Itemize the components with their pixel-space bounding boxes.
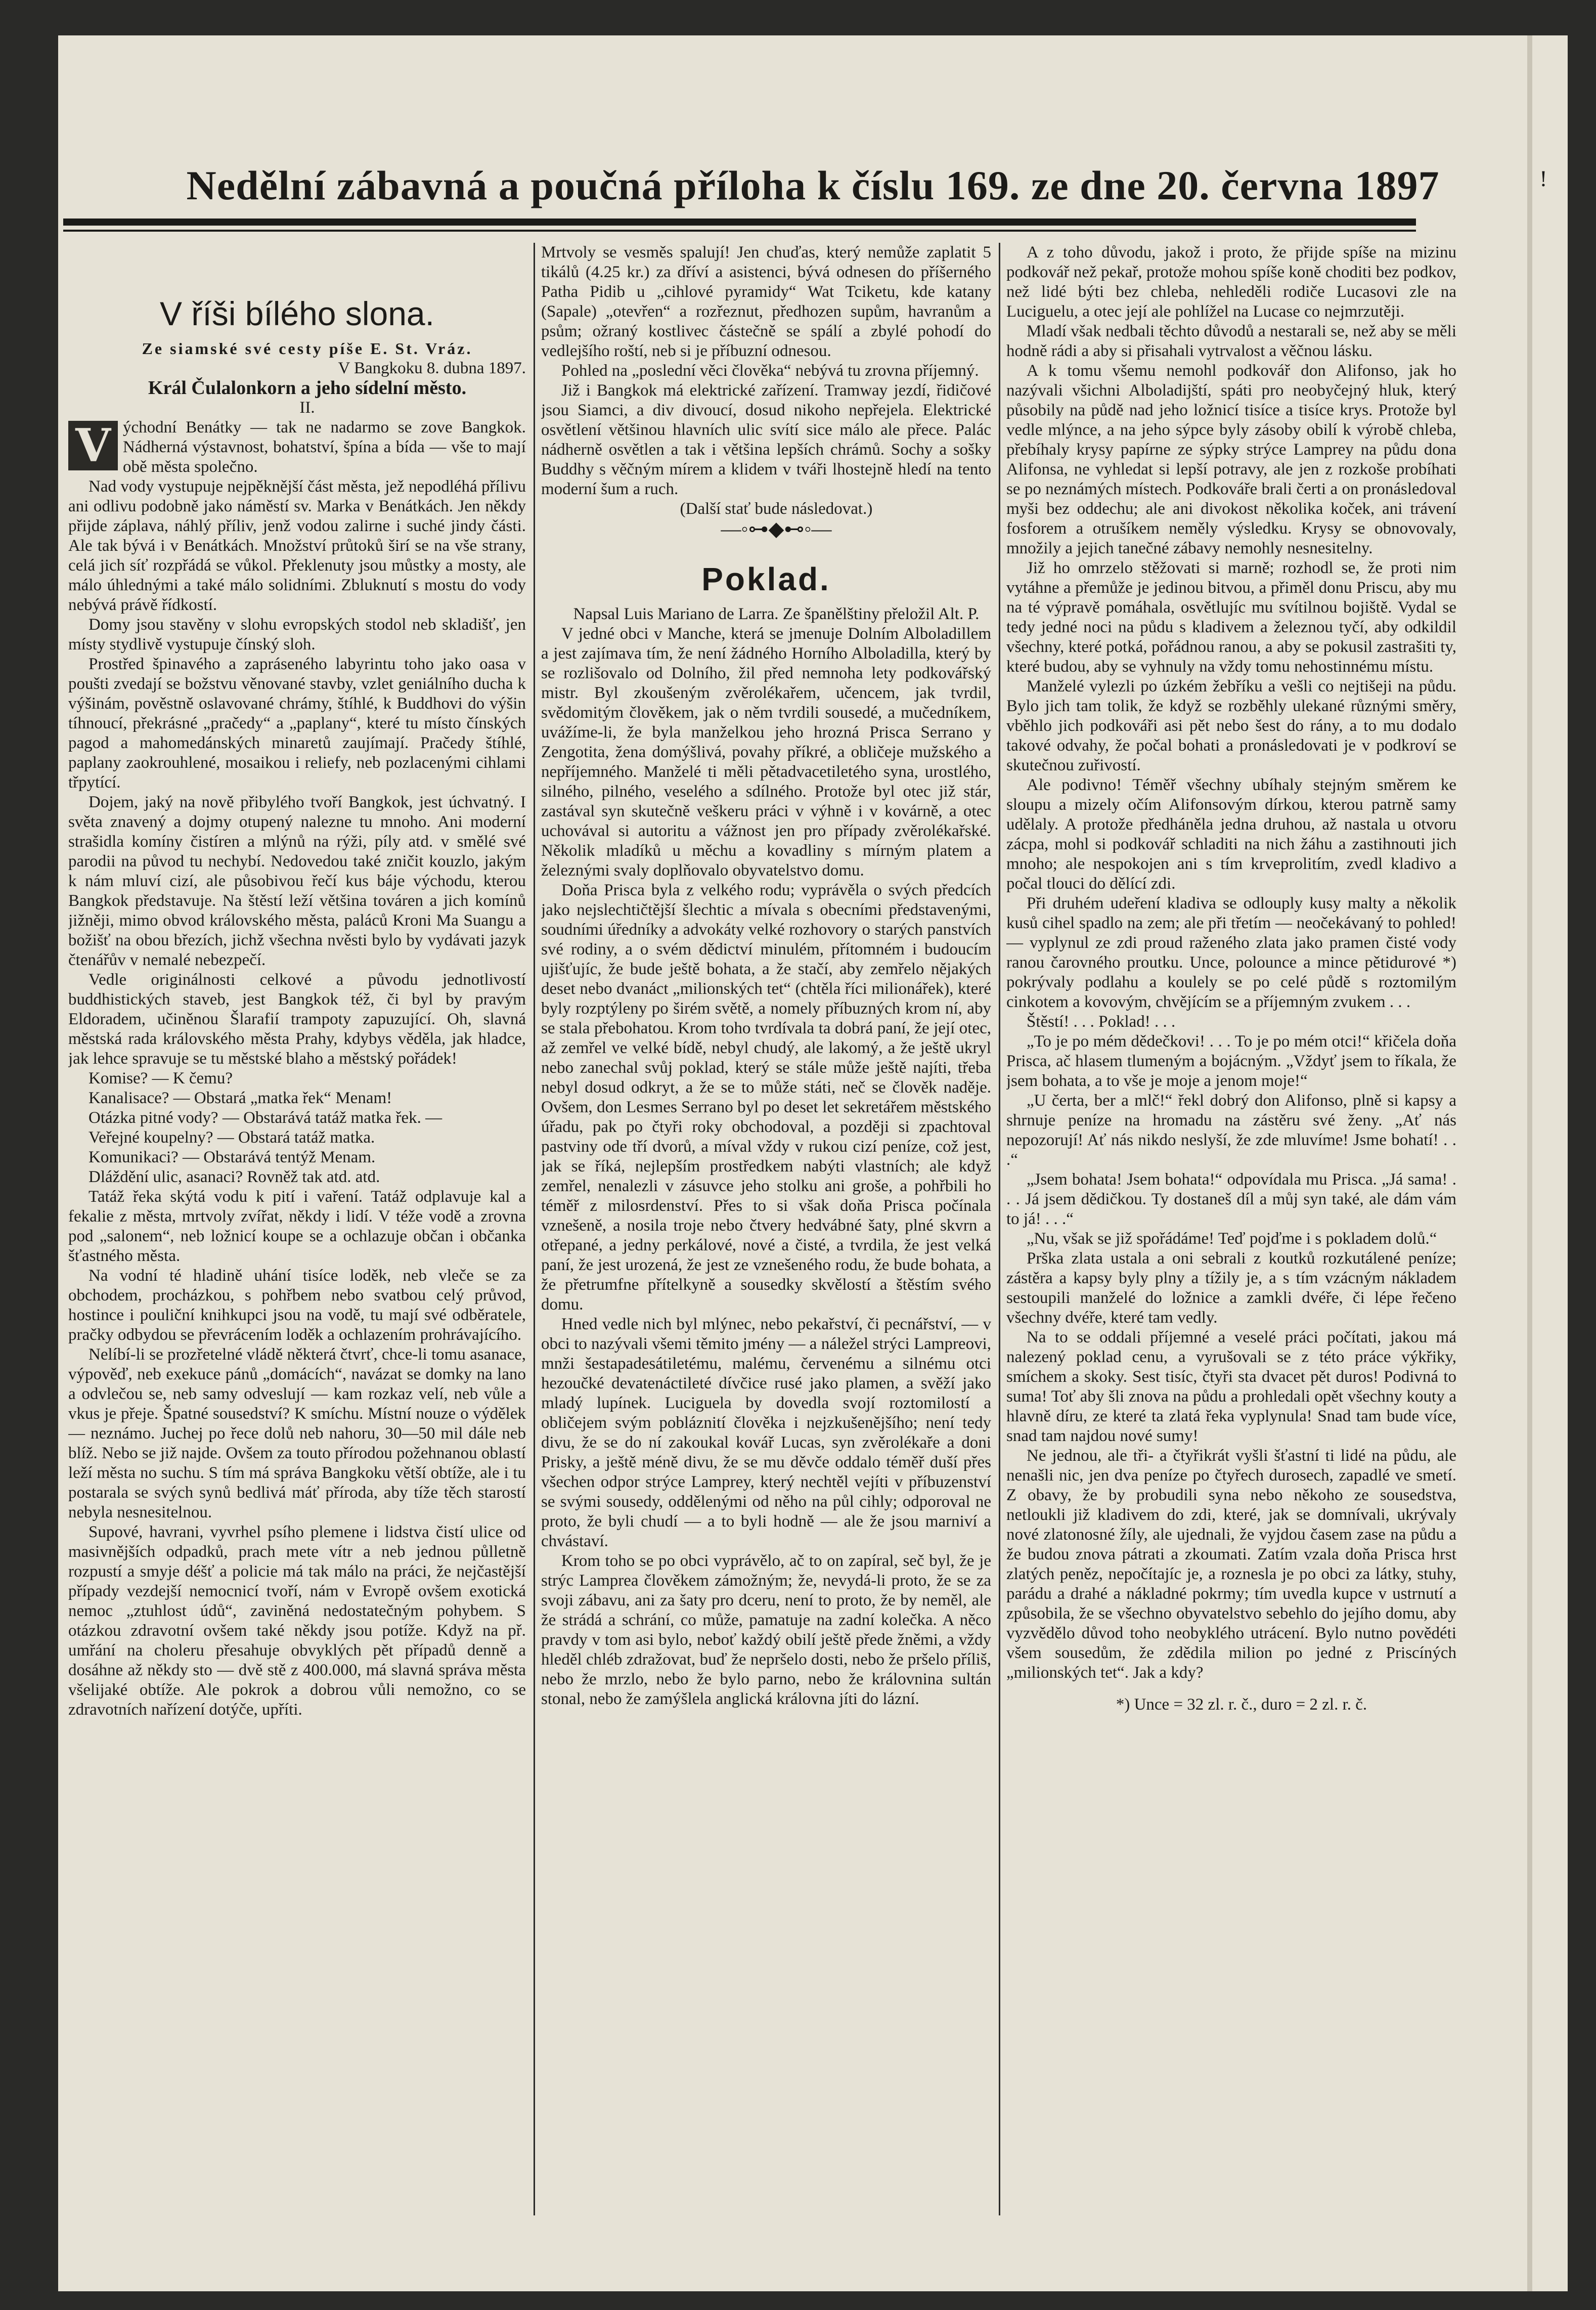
footnote: *) Unce = 32 zl. r. č., duro = 2 zl. r. č.	[1116, 1695, 1367, 1714]
page-fold-shadow	[1527, 35, 1532, 2291]
paragraph: Komunikaci? — Obstarává tentýž Menam.	[88, 1148, 376, 1166]
paragraph: Ne jednou, ale tři- a čtyřikrát vyšli šťastní ti lidé na půdu, ale nenašli nic, jen dva peníze po čtyřech durosech, zapadlé ve smetí. Z obavy, že by probudili syna nebo někoho ze sousedstva, netloukli již kladivem do zdi, které, jak se domnívali, ukrývaly nové zlatonosné žíly, ale ujednali, že vyjdou časem zase na půdu a že budou znova pátrati a zkoumati. Zatím vzala doňa Prisca hrst zlatých peněz, nepočítajíc je, a roznesla je po obci za látky, stuhy, parádu a drahé a nákladné pokrmy; tím uvedla kupce v ustrnutí a způsobila, že se všechno obyvatelstvo sebehlo do jejího domu, aby vyzvědělo důvod toho neobyklého utrácení. Bylo nutno povědéti všem sousedům, že zdědila milion po jedné z Priscíných „milionských tet“. Jak a kdy?	[1006, 1447, 1456, 1682]
paragraph: Mladí však nedbali těchto důvodů a nestarali se, než aby se měli hodně rádi a aby si přisahali vytrvalost a věčnou lásku.	[1006, 322, 1456, 360]
paragraph: Již i Bangkok má elektrické zařízení. Tramway jezdí, řidičové jsou Siamci, a div divoucí, dosud nikoho nepřejela. Elektrické osvětlení většinou hlavních ulic svítí sice málo ale přece. Palác nádherně osvětlen a tak i většina lepších chrámů. Sochy a sošky Buddhy s věčným mírem a klidem v tváři lhostejně hledí na tento moderní šum a ruch.	[541, 381, 991, 498]
paragraph: Tatáž řeka skýtá vodu k pití i vaření. Tatáž odplavuje kal a fekalie z města, mrtvoly zvířat, někdy i lidí. V téže vodě a zrovna pod „salonem“, neb ložnicí koupe se a ochlazuje občan i občanka šťastného města.	[68, 1188, 526, 1265]
article1-subtitle: Král Čulalonkorn a jeho sídelní město.	[148, 377, 467, 399]
paragraph: Štěstí! . . . Poklad! . . .	[1027, 1013, 1176, 1031]
paragraph: Při druhém udeření kladiva se odlouply kusy malty a několik kusů cihel spadlo na zem; ale při třetím — neočekávaný to pohled! — vyplynul ze zdi proud raženého zlata jako pramen čisté vody ranou čarovného proutku. Unce, polounce a mince pětidurové *) pokrývaly podlahu a koulely se po celé půdě s roztomilým cinkotem a kovovým, chvějícím se a příjemným zvukem . . .	[1006, 894, 1456, 1011]
paragraph: Doňa Prisca byla z velkého rodu; vyprávěla o svých předcích jako nejslechtičtější šlechtic a mívala s obecními představenými, soudními úředníky a advokáty velké rozhovory o starých panstvích své rodiny, a o svém dědictví minulém, přítomném i budoucím ujišťujíc, že bude ještě bohata, a že stačí, aby zemřelo nějakých deset nebo dvanáct „milionských tet“ (chtěla říci milionářek), které byly rozptýleny po širém světě, a nomely příbuzných krom ní, aby se stala přebohatou. Krom toho tvrdívala ta dobrá paní, že její otec, až zemřel ve velké bídě, nebyl chudý, ale lakomý, a že ještě ukryl nebo zanechal svůj poklad, který se stále může ještě najíti, třeba nebyl dosud odkryt, a že se to může státi, neč se člověk naděje. Ovšem, don Lesmes Serrano byl po deset let sekretářem městského úřadu, pak po čtyři roky obchodoval, a později si zpachtoval pastviny ode tří dvorů, a míval vždy v rukou cizí peníze, což jest, jak se říká, nejlepším prostředkem nabýti vlastních; ale když zemřel, nenalezli v zásuvce jeho stolku ani groše, a pohřbili ho téměř z milosrdenství. Přes to si však doňa Prisca počínala vznešeně, a nosila troje nebo čtvery hedvábné šaty, plné skvrn a otřepané, a jedny perkálové, nové a čisté, a tvrdila, že jest velká paní, že jest urozená, že jest ze vznešeného rodu, že bude bohata, a že přetrumfne přítelkyně a sousedky skvělostí a štěstím svého domu.	[541, 881, 991, 1314]
paragraph: A k tomu všemu nemohl podkovář don Alifonso, jak ho nazývali všichni Alboladijští, spáti pro neobyčejný hluk, který působily na půdě nad jeho ložnicí tisíce a tisíce krys. Protože byl vedle mlýnce, a na jeho sýpce byly zásoby obilí k výrobě chleba, přebíhaly krysy papírne ze sýpky strýce Lamprey na půdu dona Alifonsa, ne vyhledat si lepší potravy, ale jen z rozkoše probíhati se po neznámých místech. Podkováře brali čerti a on pronásledoval myši bez oddechu; ale ani divokost několika koček, ani trávení fosforem a otrušíkem neměly výsledku. Krysy se obnovovaly, množily a jejich tanečné zábavy nemohly nesnesitelny.	[1006, 362, 1456, 557]
column-separator-2	[999, 243, 1000, 2215]
masthead-rule-thin	[63, 230, 1416, 232]
edge-mark: !	[1539, 168, 1547, 191]
paragraph: Nelíbí-li se prozřetelné vládě některá čtvrť, chce-li tomu asanace, výpověď, neb exekuce pánů „domácích“, navázat se domky na lano a odvlečou se, neb samy odveslují — kam rozkaz velí, neb vůle a vkus je přeje. Špatné sousedství? K smíchu. Místní nouze o výdělek — neznámo. Juchej po řece dolů neb nahoru, 30—50 mil dále neb blíž. Nebo se již najde. Ovšem za touto přírodou požehnanou oblastí leží města no suchu. S tím má správa Bangkoku větší obtíže, ale i tu postarala se svých synů bedlivá máť příroda, aby tíže těch starostí nebyla nesnesitelnou.	[68, 1345, 526, 1521]
column-1	[68, 243, 526, 2241]
column-3	[1006, 243, 1456, 2241]
paragraph: Dojem, jaký na nově přibylého tvoří Bangkok, jest úchvatný. I světa znavený a dojmy otupený nalezne tu mnoho. Ani moderní strašidla komíny čistíren a mlýnů na rýži, píly atd. v smělé své parodii na původ tu nechybí. Nedovedou také zničit kouzlo, jakým k nám mluví cizí, ale působivou řečí kus báje východu, kterou Bangkok představuje. Na štěstí leží většina továren a jich komínů jižněji, mimo obvod královského města, paláců Kroni Ma Suangu a božišť na obou březích, jichž všechna nvěsti bylo by vydávati jazyk čtenářův v nemalé nebezpečí.	[68, 793, 526, 969]
article2-continuation	[1006, 243, 1456, 1683]
dropcap-letter: V	[68, 421, 118, 470]
paragraph: Hned vedle nich byl mlýnec, nebo pekařství, či pecnářství, — v obci to nazývali všemi těmito jmény — a náležel strýci Lampreovi, mnži šestapadesátiletému, malému, červenému a silnému otci hezoučké devatenáctileté dívčice rusé jako plamen, a svěží jako mladý lupínek. Luciguela by dovedla svojí roztomilostí a obličejem svým pobláznití člověka i nejzkušenějšího; není tedy divu, že se do ní zakoukal kovář Lucas, syn zvěrolékaře a doni Prisky, a ještě méně divu, že se mu děvče oddalo téměř duší přes všechen odpor strýce Lamprey, který nechtěl vejíti v příbuzenství se svými sousedy, oddělenými od něho na půl cihly; odporoval ne proto, že byli chudí — a to byli hodně — ale že jsou marniví a chvástaví.	[541, 1315, 991, 1550]
ornament-divider: —◦⊶◆⊷◦—	[721, 517, 832, 540]
article1-byline: Ze siamské své cesty píše E. St. Vráz.	[142, 339, 473, 358]
paragraph: A z toho důvodu, jakož i proto, že přijde spíše na mizinu podkovář než pekař, protože mohou spíše koně choditi bez podkov, než lidé býti bez chleba, nehleděli rodiče Lucasovi zle na Luciguelu, a otec její ale pohlížel na Lucase co nejmrzutěji.	[1006, 243, 1456, 321]
paragraph: ýchodní Benátky — tak ne nadarmo se zove Bangkok. Nádherná výstavnost, bohatství, špína a bída — vše to mají obě města společno.	[123, 418, 526, 476]
paragraph: Již ho omrzelo stěžovati si marně; rozhodl se, že proti nim vytáhne a přemůže je jedinou bitvou, a přiměl donu Priscu, aby mu na té výpravě pomáhala, osvětlujíc mu svítilnou bojiště. Vydal se tedy jedné noci na půdu s kladivem a železnou tyčí, aby odkildil všechny, které potká, pořádnou ranou, a aby se pokusil zastrašiti ty, které budou, aby se vyhnuly na vždy tomu nehostinnému místu.	[1006, 559, 1456, 676]
column-2	[541, 243, 991, 2241]
paragraph: (Další stať bude následovat.)	[680, 500, 873, 518]
paragraph: „Nu, však se již spořádáme! Teď pojďme i s pokladem dolů.“	[1027, 1230, 1437, 1248]
article1-body	[68, 418, 526, 1720]
paragraph: Prška zlata ustala a oni sebrali z koutků rozkutálené peníze; zástěra a kapsy byly plny a tížily je, a s tím vzácným nákladem sestoupili manželé do ložnice a zamkli dvéře, či lépe řečeno všechny dvéře, které tam vedly.	[1006, 1249, 1456, 1327]
paragraph: Domy jsou stavěny v slohu evropských stodol neb skladišť, jen místy stydlivě vystupuje čínský sloh.	[68, 616, 526, 653]
article2-byline: Napsal Luis Mariano de Larra. Ze španělštiny přeložil Alt. P.	[573, 605, 980, 623]
paragraph: Manželé vylezli po úzkém žebříku a vešli co nejtišeji na půdu. Bylo jich tam tolik, že když se rozběhly ulekané různými směry, vběhlo jich podkováři asi pět nebo šest do rány, a to mu dodalo takové odvahy, že počal bohati a pronásledovati je v podkroví se skutečnou zuřivostí.	[1006, 677, 1456, 774]
article1-title: V říši bílého slona.	[160, 295, 434, 332]
masthead-rule-thick	[63, 219, 1416, 226]
paragraph: Na to se oddali příjemné a veselé práci počítati, jakou má nalezený poklad cenu, a vyrušovali se z této práce výkřiky, smíchem a skoky. Sest tisíc, čtyři sta dvacet pět duros! Podivná to suma! Toť aby šli znova na půdu a prohledali opět všechny kouty a hlavně díru, ze které ta zlatá řeka vyplynula! Snad tam bude více, snad tam najdou nové sumy!	[1006, 1328, 1456, 1445]
paragraph: Veřejné koupelny? — Obstará tatáž matka.	[88, 1128, 375, 1147]
article2-title: Poklad.	[701, 561, 831, 597]
paragraph: Ale podivno! Téměř všechny ubíhaly stejným směrem ke sloupu a mizely očím Alifonsovým dírkou, kterou patrně samy udělaly. A protože předháněla jedna druhou, až nastala u otvoru zácpa, mohl si podkovář schladiti na nich žáhu a zastihnouti jich mnoho; ale nespokojen ani s tím krveprolitím, zvedl kladivo a počal tlouci do dělící zdi.	[1006, 776, 1456, 893]
paragraph: Na vodní té hladině uhání tisíce loděk, neb vleče se za obchodem, procházkou, s pohřbem nebo svatbou celý průvod, hostince i pouliční knihkupci jsou na vodě, tu mají své odběratele, pračky odbydou se převrácením loděk a ochlazením prohrávajícího.	[68, 1267, 526, 1344]
paragraph: Dláždění ulic, asanaci? Rovněž tak atd. atd.	[88, 1168, 380, 1186]
masthead: Nedělní zábavná a poučná příloha k číslu 169. ze dne 20. června 1897	[186, 162, 1440, 208]
paragraph: Nad vody vystupuje nejpěknější část města, jež nepodléhá přílivu ani odlivu podobně jako náměstí sv. Marka v Benátkách. Jen někdy přijde záplava, náhlý příliv, jenž vodou zalirne i suché jindy části. Ale tak bývá i v Benátkách. Množství průtoků širí se na vše strany, celá jich síť rozpřádá se vůkol. Překlenuty jsou můstky a mosty, ale málo úhlednými a také málo solidními. Zbluknutí s mostu do vody nebývá právě řídkostí.	[68, 477, 526, 614]
paragraph: Otázka pitné vody? — Obstarává tatáž matka řek. —	[88, 1109, 442, 1127]
paragraph: Komise? — K čemu?	[88, 1069, 233, 1087]
column-separator-1	[534, 243, 535, 2215]
article2-body	[541, 624, 991, 1709]
paragraph: Supové, havrani, vyvrhel psího plemene i lidstva čistí ulice od masivnějších odpadků, prach mete vítr a neb jednou půlletně rozpustí a smyje déšť a policie má tak málo na práci, že nejčastější případy vezdejší nemocnicí tvoří, nám v Evropě ovšem exotická nemoc „ztuhlost údů“, zaviněná nedostatečným pohybem. S otázkou zdravotní ovšem také někdy jsou potíže. Když na př. umřání na choleru přesahuje obvyklých pět případů denně a dosáhne až někdy sto — dvě stě z 400.000, má slavná správa města všelijaké obtíže. Ale pokrok a dobrou vůli nemožno, co se zdravotních nařízení dotýče, upříti.	[68, 1523, 526, 1719]
paragraph: Vedle originálnosti celkové a původu jednotlivostí buddhistických staveb, jest Bangkok též, či byl by pravým Eldoradem, učiněnou Šlarafií trampoty zapuzující. Oh, slavná městská rada královského města Prahy, kdybys věděla, jak hladce, jak lehce spravuje se tu městské blaho a městský pořádek!	[68, 971, 526, 1068]
paragraph: „U čerta, ber a mlč!“ řekl dobrý don Alifonso, plně si kapsy a shrnuje peníze na hromadu na zástěru své ženy. „Ať nás nepozorují! Ať nás nikdo neslyší, že zde mluvíme! Jsme bohatí! . . .“	[1006, 1092, 1456, 1169]
article1-continuation	[541, 243, 991, 519]
paragraph: Pohled na „poslední věci člověka“ nebývá tu zrovna příjemný.	[561, 362, 979, 380]
paragraph: Mrtvoly se vesměs spalují! Jen chuďas, který nemůže zaplatit 5 tikálů (4.25 kr.) za dříví a asistenci, bývá odnesen do příšerného Patha Pidib u „cihlové pyramidy“ Wat Tciketu, kde katany (Sapale) „otevřen“ a rozřeznut, předhozen supům, havranům a psům; ožraný kostlivec částečně se spálí a zbylé pohodí do vedlejšího roští, neb si je příbuzní odnesou.	[541, 243, 991, 360]
paragraph: Prostřed špinavého a zapráseného labyrintu toho jako oasa v poušti zvedají se božstvu věnované stavby, vzlet geniálního ducha k výšinám, pověstně oslavované chrámy, štíhlé, k Buddhovi do výšin tíhnoucí, překrásné „pračedy“ a „paplany“, které tu místo čínských pagod a mahomedánských minaretů zaujímají. Pračedy štíhlé, paplany zaokrouhlené, mosaikou i reliefy, neb pozlacenými cihlami třpytící.	[68, 655, 526, 792]
article1-dateline: V Bangkoku 8. dubna 1897.	[338, 359, 526, 377]
newspaper-page	[58, 35, 1568, 2291]
paragraph: „Jsem bohata! Jsem bohata!“ odpovídala mu Prisca. „Já sama! . . . Já jsem dědičkou. Ty dostaneš díl a můj syn také, ale dám vám to já! . . .“	[1006, 1170, 1456, 1228]
article1-part-number: II.	[299, 399, 315, 417]
paragraph: V jedné obci v Manche, která se jmenuje Dolním Alboladillem a jest zajímava tím, že není žádného Horního Alboladilla, který by se rozlišovalo od Dolního, žil před nemnoha lety podkovářský mistr. Byl zkoušeným zvěrolékařem, učencem, jak tvrdil, svědomitým člověkem, jak o něm tvrdili sousedé, a mučedníkem, uvážíme-li, že byla manželkou jeho hrozná Prisca Serrano y Zengotita, žena domýšlivá, povahy příkré, a obličeje mužského a nepříjemného. Manželé ti měli pětadvacetiletého syna, urostlého, silného, pilného, veselého a sdílného. Protože byl otec již stár, zastával syn skutečně veškeru práci v výhně i v kovárně, a otec uchovával si autoritu a vážnost jen pro případy zvěrolékařské. Několik mladíků u měchu a kovadliny s mírným platem a železnými svaly doplňovalo obyvatelstvo domu.	[541, 625, 991, 880]
paragraph: Krom toho se po obci vyprávělo, ač to on zapíral, seč byl, že je strýc Lamprea člověkem zámožným; že, nevydá-li proto, že se za svoji zábavu, ani za šaty pro dceru, není to proto, že by neměl, ale že strádá a schrání, co může, pamatuje na zadní kolečka. A něco pravdy v tom asi bylo, neboť každý obilí ještě přede žněmi, a vždy hleděl chléb zdražovat, buď že nepršelo dosti, nebo že pršelo příliš, nebo že mrzlo, nebo že bylo parno, nebo že královnina sultán stonal, nebo že zamýšlela anglická královna jíti do lázní.	[541, 1552, 991, 1708]
paragraph: „To je po mém dědečkovi! . . . To je po mém otci!“ křičela doňa Prisca, ač hlasem tlumeným a bojácným. „Vždyť jsem to říkala, že jsem bohata, a to vše je moje a jenom moje!“	[1006, 1032, 1456, 1090]
paragraph: Kanalisace? — Obstará „matka řek“ Menam!	[88, 1089, 392, 1107]
